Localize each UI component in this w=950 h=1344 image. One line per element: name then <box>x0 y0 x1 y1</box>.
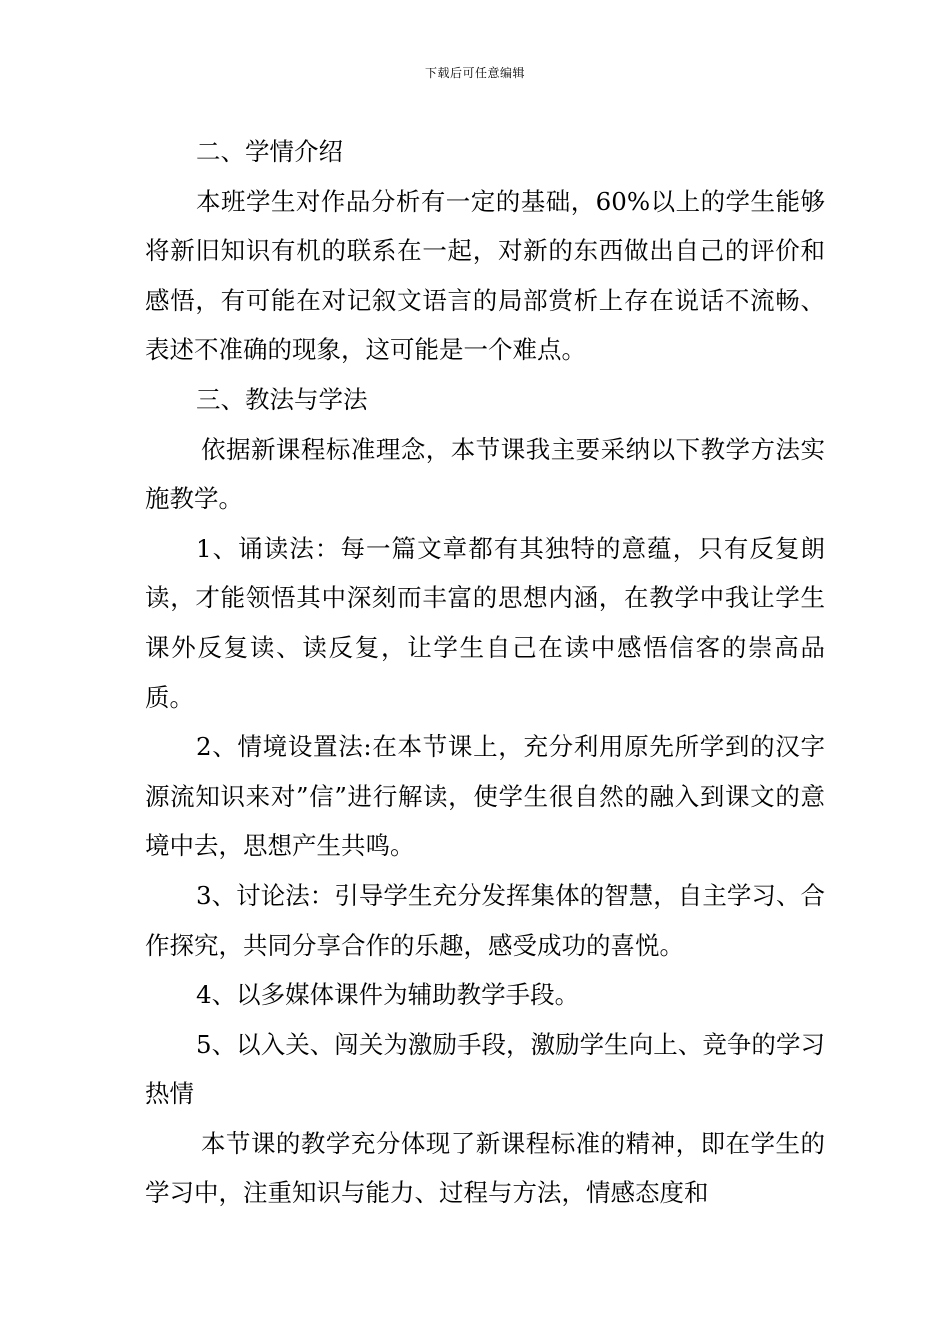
paragraph-summary: 本节课的教学充分体现了新课程标准的精神，即在学生的学习中，注重知识与能力、过程与方法，情感态度和 <box>145 1128 825 1208</box>
paragraph-method-discussion: 3、讨论法：引导学生充分发挥集体的智慧，自主学习、合作探究，共同分享合作的乐趣，感受成功的喜悦。 <box>145 880 825 960</box>
paragraph-learner-analysis: 本班学生对作品分析有一定的基础，60%以上的学生能够将新旧知识有机的联系在一起，对新的东西做出自己的评价和感悟，有可能在对记叙文语言的局部赏析上存在说话不流畅、表述不准确的现象，这可能是一个难点。 <box>145 186 825 365</box>
paragraph-method-recitation: 1、诵读法：每一篇文章都有其独特的意蕴，只有反复朗读，才能领悟其中深刻而丰富的思想内涵，在教学中我让学生课外反复读、读反复，让学生自己在读中感悟信客的崇高品质。 <box>145 533 825 712</box>
header-note: 下载后可任意编辑 <box>424 66 525 80</box>
document-body <box>145 127 825 1218</box>
section-heading-learner-analysis: 二、学情介绍 <box>196 137 343 166</box>
paragraph-methods-intro: 依据新课程标准理念，本节课我主要采纳以下教学方法实施教学。 <box>145 434 825 514</box>
paragraph-method-situation: 2、情境设置法:在本节课上，充分利用原先所学到的汉字源流知识来对”信”进行解读，使学生很自然的融入到课文的意境中去，思想产生共鸣。 <box>145 732 825 861</box>
paragraph-method-multimedia: 4、以多媒体课件为辅助教学手段。 <box>196 980 580 1010</box>
paragraph-method-incentive: 5、以入关、闯关为激励手段，激励学生向上、竞争的学习热情 <box>145 1029 825 1109</box>
section-heading-teaching-methods: 三、教法与学法 <box>196 384 368 414</box>
